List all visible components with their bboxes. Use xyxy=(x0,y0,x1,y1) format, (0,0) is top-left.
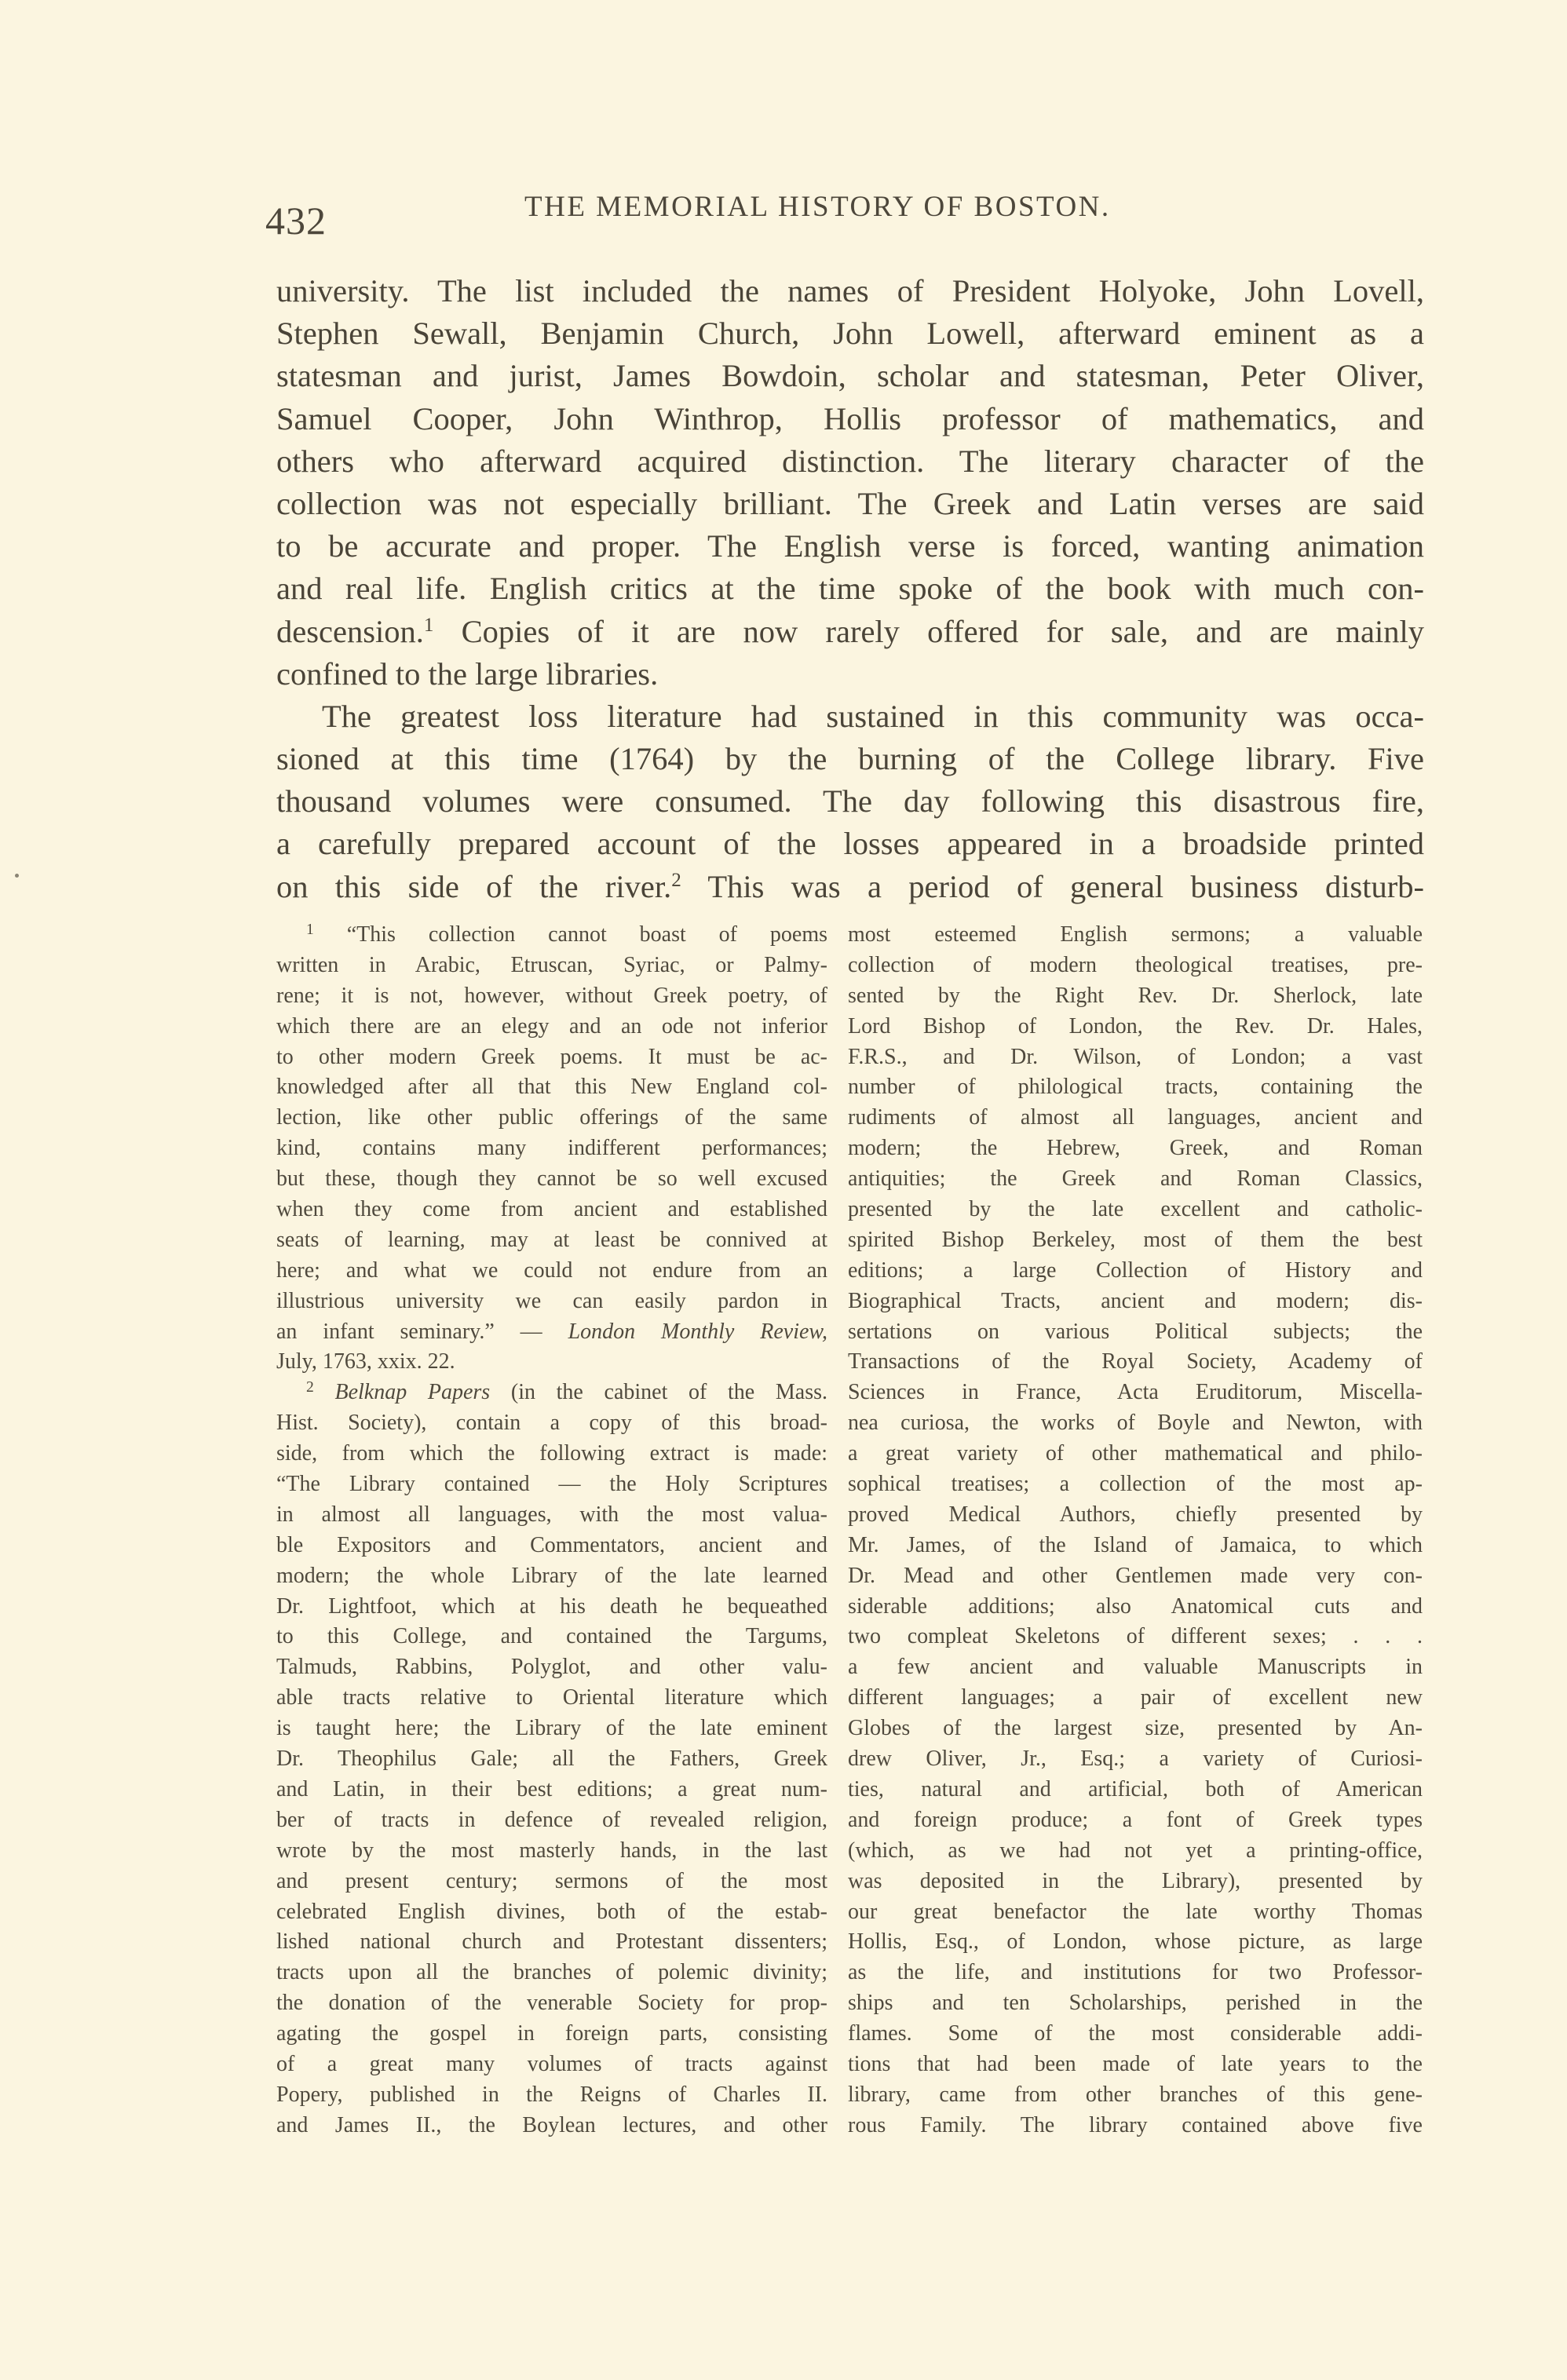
footnote-text: an infant seminary.” — xyxy=(276,1319,542,1344)
footnote-line: F.R.S., and Dr. Wilson, of London; a vast xyxy=(848,1044,1423,1069)
footnotes xyxy=(276,920,1424,2160)
body-line: confined to the large libraries. xyxy=(276,655,659,692)
footnote-line: when they come from ancient and established xyxy=(276,1197,827,1222)
footnote-line: sertations on various Political subjects; the xyxy=(848,1319,1423,1344)
footnote-line: Sciences in France, Acta Eruditorum, Miscella- xyxy=(848,1380,1423,1405)
footnote-line: Hist. Society), contain a copy of this broad- xyxy=(276,1411,827,1436)
footnote-line: the donation of the venerable Society for prop- xyxy=(276,1991,827,2016)
footnote-ref-2[interactable]: 2 xyxy=(671,869,681,891)
body-line-text: Copies of it are now rarely offered for sale, and are mainly xyxy=(433,613,1424,649)
footnote-line: proved Medical Authors, chiefly presented by xyxy=(848,1502,1423,1527)
footnote-line: Dr. Lightfoot, which at his death he bequeathed xyxy=(276,1593,827,1619)
body-line: collection was not especially brilliant. The Greek and Latin verses are said xyxy=(276,485,1424,521)
body-line-with-footnote-ref xyxy=(276,866,1424,908)
footnote-line: was deposited in the Library), presented by xyxy=(848,1868,1423,1893)
footnote-line: celebrated English divines, both of the estab- xyxy=(276,1899,827,1924)
footnote-line: and James II., the Boylean lectures, and other xyxy=(276,2112,827,2137)
footnote-line: spirited Bishop Berkeley, most of them the best xyxy=(848,1227,1423,1252)
footnote-line: wrote by the most masterly hands, in the last xyxy=(276,1838,827,1863)
paper-speck xyxy=(15,874,19,878)
footnote-line: ships and ten Scholarships, perished in the xyxy=(848,1991,1423,2016)
footnote-line: modern; the whole Library of the late learned xyxy=(276,1563,827,1588)
footnote-line: of a great many volumes of tracts against xyxy=(276,2051,827,2076)
footnote-line: to other modern Greek poems. It must be ac- xyxy=(276,1044,827,1069)
footnote-ref-1[interactable]: 1 xyxy=(423,614,434,636)
body-line-text: descension. xyxy=(276,613,424,649)
footnote-line: collection of modern theological treatises, pre- xyxy=(848,952,1423,977)
footnote-line: lished national church and Protestant dissenters; xyxy=(276,1929,827,1955)
footnote-line: written in Arabic, Etruscan, Syriac, or Palmy- xyxy=(276,952,827,977)
footnote-text: (in the cabinet of the Mass. xyxy=(510,1380,828,1405)
running-title: THE MEMORIAL HISTORY OF BOSTON. xyxy=(524,191,1111,223)
citation-title: Belknap Papers xyxy=(334,1380,491,1405)
body-text xyxy=(276,270,1424,908)
footnote-line: drew Oliver, Jr., Esq.; a variety of Curiosi- xyxy=(848,1747,1423,1772)
footnote-line: different languages; a pair of excellent new xyxy=(848,1685,1423,1710)
footnote-number-1: 1 xyxy=(306,922,314,939)
footnote-line: here; and what we could not endure from an xyxy=(276,1258,827,1283)
footnote-line: lection, like other public offerings of the same xyxy=(276,1105,827,1130)
body-line: university. The list included the names of President Holyoke, John Lovell, xyxy=(276,273,1424,308)
footnote-line: but these, though they cannot be so well excused xyxy=(276,1166,827,1192)
footnote-line: in almost all languages, with the most valua- xyxy=(276,1502,827,1527)
footnote-line: most esteemed English sermons; a valuable xyxy=(848,922,1423,947)
footnote-line: to this College, and contained the Targums, xyxy=(276,1624,827,1649)
body-line: thousand volumes were consumed. The day following this disastrous fire, xyxy=(276,783,1424,819)
footnote-line: is taught here; the Library of the late eminent xyxy=(276,1716,827,1741)
footnote-line: Dr. Theophilus Gale; all the Fathers, Greek xyxy=(276,1747,827,1772)
footnote-line: presented by the late excellent and catholic- xyxy=(848,1197,1423,1222)
footnote-line: library, came from other branches of this gene- xyxy=(848,2082,1423,2107)
footnote-line: ties, natural and artificial, both of American xyxy=(848,1776,1423,1801)
footnote-line: (which, as we had not yet a printing-office, xyxy=(848,1838,1423,1863)
footnote-line: agating the gospel in foreign parts, consisting xyxy=(276,2021,827,2046)
footnote-line: rudiments of almost all languages, ancient and xyxy=(848,1105,1423,1130)
footnote-line: editions; a large Collection of History and xyxy=(848,1258,1423,1283)
footnote-column-right xyxy=(848,920,1423,2141)
footnote-line: illustrious university we can easily pardon in xyxy=(276,1288,827,1313)
footnote-line: July, 1763, xxix. 22. xyxy=(276,1349,455,1374)
footnote-line: as the life, and institutions for two Professor- xyxy=(848,1960,1423,1985)
footnote-line: and present century; sermons of the most xyxy=(276,1868,827,1893)
body-line: to be accurate and proper. The English verse is forced, wanting animation xyxy=(276,528,1424,564)
running-head xyxy=(265,187,1427,242)
footnote-line: able tracts relative to Oriental literature which xyxy=(276,1685,827,1710)
citation-source: London Monthly Review, xyxy=(568,1319,828,1344)
body-line-paragraph-start: The greatest loss literature had sustained in this community was occa- xyxy=(322,698,1424,734)
footnote-line: Talmuds, Rabbins, Polyglot, and other valu- xyxy=(276,1655,827,1680)
body-line: Samuel Cooper, John Winthrop, Hollis professor of mathematics, and xyxy=(276,400,1424,436)
footnote-line: Globes of the largest size, presented by An- xyxy=(848,1716,1423,1741)
footnote-line: sented by the Right Rev. Dr. Sherlock, late xyxy=(848,983,1423,1008)
footnote-citation-line xyxy=(276,1317,827,1348)
footnote-line: Dr. Mead and other Gentlemen made very con- xyxy=(848,1563,1423,1588)
footnote-line: which there are an elegy and an ode not inferior xyxy=(276,1013,827,1039)
footnote-line: a great variety of other mathematical and philo- xyxy=(848,1441,1423,1466)
footnote-line: ber of tracts in defence of revealed religion, xyxy=(276,1807,827,1832)
footnote-line: Mr. James, of the Island of Jamaica, to which xyxy=(848,1532,1423,1557)
body-line: others who afterward acquired distinction. The literary character of the xyxy=(276,443,1424,479)
body-line: Stephen Sewall, Benjamin Church, John Lowell, afterward eminent as a xyxy=(276,316,1424,352)
footnote-line: siderable additions; also Anatomical cuts and xyxy=(848,1593,1423,1619)
footnote-line: kind, contains many indifferent performances; xyxy=(276,1136,827,1161)
footnote-line: ble Expositors and Commentators, ancient and xyxy=(276,1532,827,1557)
footnote-line: tracts upon all the branches of polemic divinity; xyxy=(276,1960,827,1985)
body-line: and real life. English critics at the time spoke of the book with much con- xyxy=(276,571,1424,607)
footnote-line: flames. Some of the most considerable addi- xyxy=(848,2021,1423,2046)
footnote-line: “The Library contained — the Holy Scriptures xyxy=(276,1472,827,1497)
footnote-line: our great benefactor the late worthy Thomas xyxy=(848,1899,1423,1924)
footnote-number-2: 2 xyxy=(306,1379,314,1396)
body-line: sioned at this time (1764) by the burning of the College library. Five xyxy=(276,741,1424,777)
footnote-line: and Latin, in their best editions; a great num- xyxy=(276,1776,827,1801)
footnote-1-start xyxy=(276,920,827,951)
footnote-line: antiquities; the Greek and Roman Classics, xyxy=(848,1166,1423,1192)
footnote-line: knowledged after all that this New England col- xyxy=(276,1075,827,1100)
footnote-line: side, from which the following extract is made: xyxy=(276,1441,827,1466)
footnote-line: rous Family. The library contained above five xyxy=(848,2112,1423,2137)
page-number: 432 xyxy=(265,199,327,243)
body-line: a carefully prepared account of the losses appeared in a broadside printed xyxy=(276,826,1424,862)
footnote-line: two compleat Skeletons of different sexes; . . . xyxy=(848,1624,1423,1649)
footnote-line: sophical treatises; a collection of the most ap- xyxy=(848,1472,1423,1497)
body-line-text: on this side of the river. xyxy=(276,868,672,904)
footnote-line: tions that had been made of late years to the xyxy=(848,2051,1423,2076)
footnote-line: Biographical Tracts, ancient and modern; dis- xyxy=(848,1288,1423,1313)
footnote-line: modern; the Hebrew, Greek, and Roman xyxy=(848,1136,1423,1161)
body-line-with-footnote-ref xyxy=(276,611,1424,653)
body-line: statesman and jurist, James Bowdoin, scholar and statesman, Peter Oliver, xyxy=(276,358,1424,394)
footnote-line: rene; it is not, however, without Greek poetry, of xyxy=(276,983,827,1008)
footnote-line: Hollis, Esq., of London, whose picture, as large xyxy=(848,1929,1423,1955)
footnote-column-left xyxy=(276,920,827,2141)
footnote-line: number of philological tracts, containing the xyxy=(848,1075,1423,1100)
footnote-line: seats of learning, may at least be connived at xyxy=(276,1227,827,1252)
footnote-line: Popery, published in the Reigns of Charles II. xyxy=(276,2082,827,2107)
footnote-line: a few ancient and valuable Manuscripts in xyxy=(848,1655,1423,1680)
footnote-line: and foreign produce; a font of Greek types xyxy=(848,1807,1423,1832)
footnote-line: nea curiosa, the works of Boyle and Newton, with xyxy=(848,1411,1423,1436)
footnote-line: Lord Bishop of London, the Rev. Dr. Hales, xyxy=(848,1013,1423,1039)
body-line-text: This was a period of general business disturb- xyxy=(681,868,1424,904)
footnote-2-start xyxy=(276,1378,827,1408)
footnote-text: “This collection cannot boast of poems xyxy=(346,922,827,947)
footnote-line: Transactions of the Royal Society, Academy of xyxy=(848,1349,1423,1374)
